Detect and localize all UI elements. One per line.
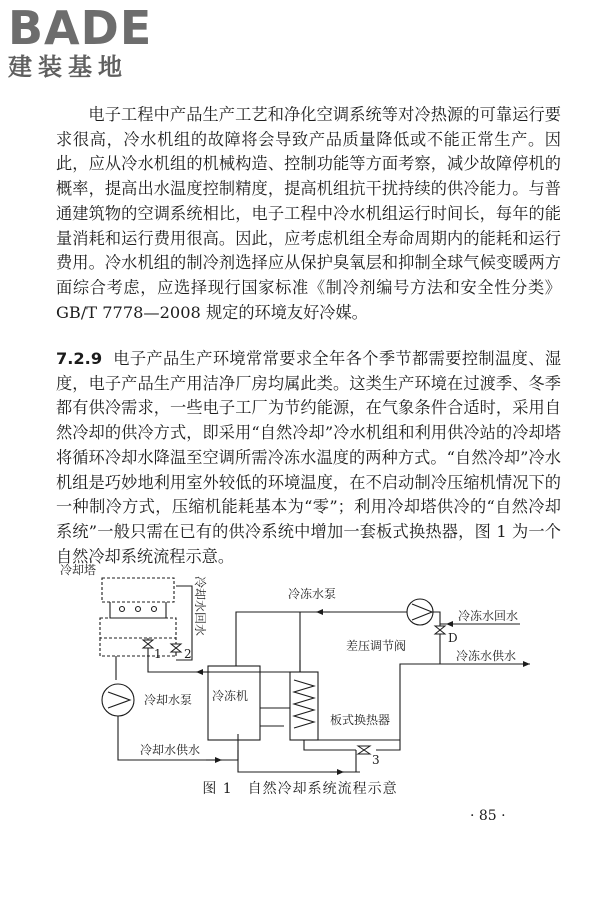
label-chilled-return: 冷冻水回水 — [458, 609, 519, 623]
label-valve-d: D — [448, 631, 458, 645]
cooling-system-diagram — [0, 560, 600, 780]
cooling-tower-icon — [100, 578, 176, 638]
label-valve-1: 1 — [154, 647, 162, 661]
valve-3-icon — [358, 746, 370, 754]
site-logo — [8, 1, 153, 82]
label-cooling-supply: 冷却水供水 — [140, 743, 201, 757]
figure-caption: 图 1 自然冷却系统流程示意 — [202, 781, 398, 797]
label-chilled-pump: 冷冻水泵 — [288, 587, 337, 601]
label-cooling-pump: 冷却水泵 — [144, 693, 193, 707]
label-cooling-tower: 冷却塔 — [60, 563, 97, 577]
chilled-water-pump-icon — [407, 599, 433, 625]
label-valve-2: 2 — [184, 647, 192, 661]
cooling-water-pump-icon — [102, 684, 134, 716]
section-number: 7.2.9 — [56, 349, 103, 368]
plate-heat-exchanger-icon — [290, 672, 318, 740]
valve-2-icon — [171, 644, 181, 652]
label-plate-hx: 板式换热器 — [330, 713, 391, 727]
page-number: · 85 · — [470, 808, 506, 824]
paragraph-1: 电子工程中产品生产工艺和净化空调系统等对冷热源的可靠运行要求很高，冷水机组的故障将会导致产品质量降低或不能正常生产。因此，应从冷水机组的机械构造、控制功能等方面考察，减少故障停机的概率，提高出水温度控制精度，提高机组抗干扰持续的供冷能力。与普通建筑物的空调系统相比，电子工程中冷水机组运行时间长，每年的能量消耗和运行费用很高。因此，应考虑机组全寿命周期内的能耗和运行费用。冷水机组的制冷剂选择应从保护臭氧层和抑制全球气候变暖两方面综合考虑，应选择现行国家标准《制冷剂编号方法和安全性分类》GB/T 7778—2008 规定的环境友好冷媒。 — [56, 105, 561, 322]
paragraph-2-text: 电子产品生产环境常常要求全年各个季节都需要控制温度、湿度，电子产品生产用洁净厂房均属此类。这类生产环境在过渡季、冬季都有供冷需求，一些电子工厂为节约能源，在气象条件合适时，采用自然冷却的供冷方式，即采用“自然冷却”冷水机组和利用供冷站的冷却塔将循环冷却水降温至空调所需冷冻水温度的两种方式。“自然冷却”冷水机组是巧妙地利用室外较低的环境温度，在不启动制冷压缩机情况下的一种制冷方式，压缩机能耗基本为“零”；利用冷却塔供冷的“自然冷却系统”一般只需在已有的供冷系统中增加一套板式换热器，图 1 为一个自然冷却系统流程示意。 — [56, 349, 562, 566]
label-valve-3: 3 — [372, 753, 380, 767]
valve-d-icon — [435, 626, 445, 634]
paragraph-2 — [56, 347, 561, 569]
label-chiller: 冷冻机 — [212, 689, 249, 703]
logo-subtitle: 建装基地 — [8, 53, 128, 81]
label-diff-valve: 差压调节阀 — [346, 639, 407, 653]
label-chilled-supply: 冷冻水供水 — [456, 649, 517, 663]
valve-1-icon — [143, 640, 153, 648]
logo-wordmark: BADE — [8, 1, 153, 55]
chiller-unit — [208, 666, 260, 740]
label-cooling-return: 冷却水回水 — [193, 576, 207, 637]
